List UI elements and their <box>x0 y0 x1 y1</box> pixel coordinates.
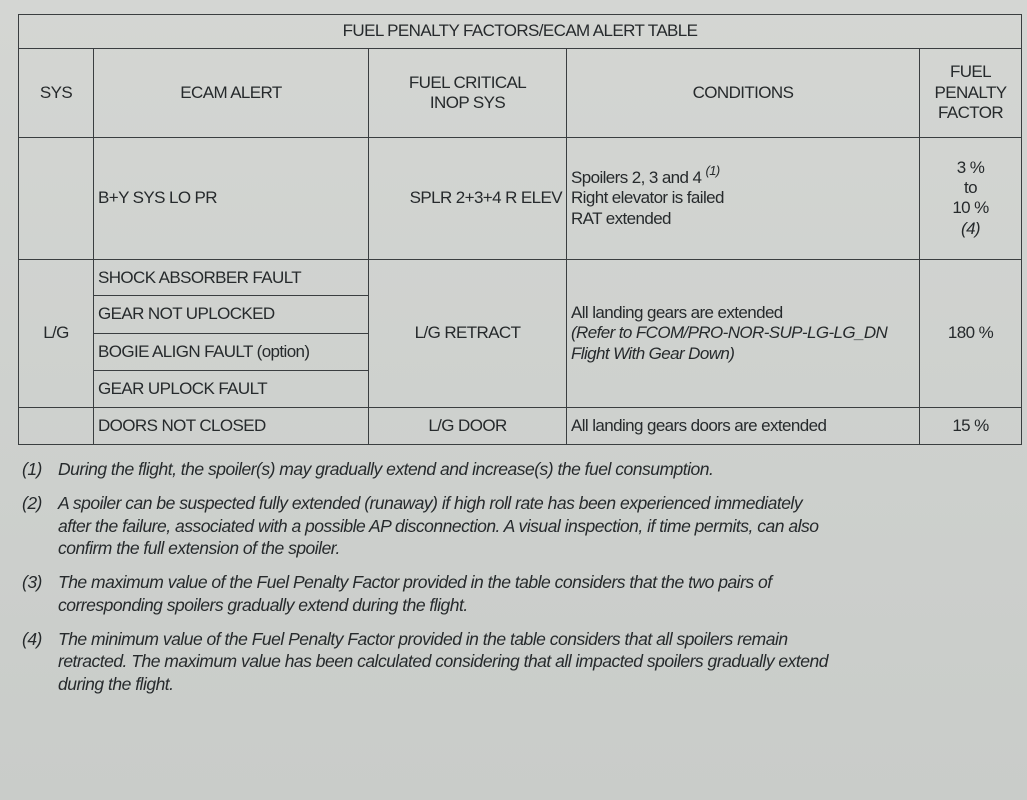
row1-conditions <box>567 137 920 260</box>
header-conditions: CONDITIONS <box>567 49 920 137</box>
footnote-number: (2) <box>22 492 42 513</box>
row1-factor-min: 3 % <box>956 157 985 177</box>
row1-cond-line1: Spoilers 2, 3 and 4 $^{(1)}$ <box>571 162 720 187</box>
footnotes <box>22 458 1017 707</box>
table-header-row <box>19 49 1022 137</box>
header-sys: SYS <box>19 49 94 137</box>
lg-alert-bogie-align: BOGIE ALIGN FAULT (option) <box>94 333 369 370</box>
header-factor-line3: FACTOR <box>937 103 1004 123</box>
footnote-line: corresponding spoilers gradually extend during the flight. <box>58 594 468 615</box>
header-factor-line1: FUEL <box>949 62 992 82</box>
header-ecam-alert: ECAM ALERT <box>94 49 369 137</box>
footnote-line: A spoiler can be suspected fully extended (runaway) if high roll rate has been experienced immediately <box>58 492 803 513</box>
lg-cond-line3: Flight With Gear Down) <box>571 343 735 363</box>
footnote-ref-1: (1) <box>705 162 720 178</box>
footnote-number: (1) <box>22 459 42 479</box>
row1-inop: SPLR 2+3+4 R ELEV <box>369 137 567 260</box>
lg-sys: L/G <box>19 260 94 407</box>
lg-alert-gear-not-uplocked: GEAR NOT UPLOCKED <box>94 296 369 333</box>
lg-conditions <box>567 260 920 407</box>
footnote-2 <box>22 492 1017 560</box>
footnote-3 <box>22 571 1017 617</box>
footnote-line: during the flight. <box>58 674 174 694</box>
table-row <box>19 407 1022 444</box>
doors-factor: 15 % <box>920 407 1022 444</box>
header-fuel-critical-line1: FUEL CRITICAL <box>408 72 527 92</box>
row1-cond-line3: RAT extended <box>571 208 671 228</box>
header-fuel-critical-line2: INOP SYS <box>429 92 506 112</box>
footnote-4 <box>22 628 1017 696</box>
footnote-number: (4) <box>22 628 42 649</box>
lg-cond-line2: (Refer to FCOM/PRO-NOR-SUP-LG-LG_DN <box>571 323 888 343</box>
footnote-number: (3) <box>22 572 42 592</box>
doors-alert: DOORS NOT CLOSED <box>94 407 369 444</box>
lg-alert-shock-absorber: SHOCK ABSORBER FAULT <box>94 260 369 296</box>
table-row <box>19 137 1022 260</box>
header-fuel-critical <box>369 49 567 137</box>
lg-alert-gear-uplock: GEAR UPLOCK FAULT <box>94 371 369 407</box>
lg-cond-line1: All landing gears are extended <box>571 302 783 322</box>
header-factor <box>920 49 1022 137</box>
doors-inop: L/G DOOR <box>369 407 567 444</box>
header-factor-line2: PENALTY <box>934 82 1007 102</box>
lg-inop: L/G RETRACT <box>369 260 567 407</box>
doors-sys <box>19 407 94 444</box>
doors-conditions: All landing gears doors are extended <box>567 407 920 444</box>
footnote-line: The maximum value of the Fuel Penalty Factor provided in the table considers that the two pairs of <box>58 572 772 592</box>
lg-factor: 180 % <box>920 260 1022 407</box>
footnote-line: The minimum value of the Fuel Penalty Factor provided in the table considers that all spoilers remain <box>58 628 788 649</box>
footnote-line: retracted. The maximum value has been calculated considering that all impacted spoilers gradually extend <box>58 651 828 672</box>
row1-alert: B+Y SYS LO PR <box>94 137 369 260</box>
row1-cond-line2: Right elevator is failed <box>571 188 724 208</box>
row1-factor-to: to <box>964 177 977 197</box>
table-row <box>19 260 1022 296</box>
footnote-line: During the flight, the spoiler(s) may gradually extend and increase(s) the fuel consumption. <box>58 459 714 479</box>
row1-sys <box>19 137 94 260</box>
table-title-row <box>19 15 1022 49</box>
fuel-penalty-table <box>18 14 1022 445</box>
footnote-line: confirm the full extension of the spoiler. <box>58 538 340 559</box>
footnote-line: after the failure, associated with a possible AP disconnection. A visual inspection, if time permits, can also <box>58 515 819 536</box>
row1-factor <box>920 137 1022 260</box>
row1-factor-max: 10 % <box>952 198 989 218</box>
table-title: FUEL PENALTY FACTORS/ECAM ALERT TABLE <box>19 15 1022 49</box>
footnote-ref-4: (4) <box>961 218 980 238</box>
footnote-1 <box>22 458 1017 481</box>
